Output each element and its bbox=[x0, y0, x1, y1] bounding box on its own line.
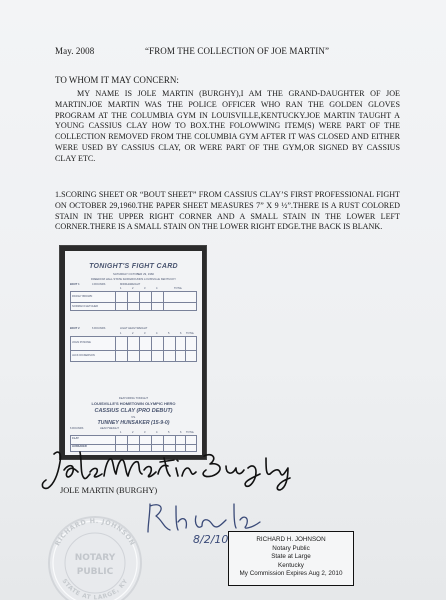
notary-title: Notary Public bbox=[272, 544, 310, 552]
seal-bottom-text: STATE AT LARGE, KY bbox=[60, 577, 130, 600]
fight-card-title: TONIGHT'S FIGHT CARD bbox=[89, 263, 178, 270]
notary-stamp bbox=[228, 531, 354, 586]
notary-date-handwritten: 8/2/10 bbox=[193, 533, 229, 546]
round-number: 4 bbox=[156, 431, 158, 434]
opponent-fighter: TUNNEY HUNSAKER (15-9-0) bbox=[97, 420, 170, 426]
round-number: 3 bbox=[144, 287, 146, 290]
bout-2-fighter-b: JACK DICKERSON bbox=[72, 354, 95, 357]
round-number: 1 bbox=[120, 431, 122, 434]
bout-1-fighter-b: NORMAN FLETCHER bbox=[72, 305, 98, 308]
bout-1-rounds: 4 ROUNDS bbox=[92, 283, 106, 286]
item-description-paragraph: 1.SCORING SHEET OR “BOUT SHEET” FROM CASSIUS CLAY’S FIRST PROFESSIONAL FIGHT ON OCTOBER 29,1960.THE PAPER SHEET MEASURES 7” X 9 ½”.THERE IS A RUST COLORED STAIN IN THE UPPER RIGHT CORNER AND A SMALL STAIN IN THE LOWER LEFT CORNER.THERE IS A SMALL STAIN ON THE LOWER RIGHT EDGE.THE BACK IS BLANK. bbox=[55, 190, 400, 232]
bout-2-weight: LIGHT HEAVYWEIGHT bbox=[120, 327, 148, 330]
fight-card-photo bbox=[59, 245, 207, 460]
signer-name: JOLE MARTIN (BURGHY) bbox=[60, 486, 158, 495]
main-bout-weight: HEAVYWEIGHT bbox=[100, 427, 119, 430]
round-number: 6 bbox=[180, 332, 182, 335]
notary-seal-emboss bbox=[40, 508, 150, 600]
total-label: TOTAL bbox=[186, 332, 195, 335]
fight-card-venue: FREEDOM HALL STATE FAIRGROUNDS LOUISVILLE KENTUCKY bbox=[90, 277, 177, 281]
versus-label: VS. bbox=[131, 415, 136, 419]
bout-2-scoregrid bbox=[70, 336, 197, 362]
round-number: 5 bbox=[168, 332, 170, 335]
round-number: 4 bbox=[156, 287, 158, 290]
bout-1-scoregrid bbox=[70, 291, 197, 311]
bout-1-weight: MIDDLEWEIGHT bbox=[120, 283, 141, 286]
notary-name: RICHARD H. JOHNSON bbox=[256, 536, 326, 543]
total-label: TOTAL bbox=[186, 431, 195, 434]
bout-2 bbox=[70, 327, 197, 367]
bout-2-rounds: 6 ROUNDS bbox=[92, 327, 106, 330]
round-number: 2 bbox=[132, 332, 134, 335]
total-label: TOTAL bbox=[174, 287, 183, 290]
featured-fighter: CASSIUS CLAY (PRO DEBUT) bbox=[94, 408, 173, 414]
notary-commission-expiry: My Commission Expires Aug 2, 2010 bbox=[239, 570, 343, 578]
featuring-tag: FEATURING TONIGHT bbox=[118, 396, 149, 400]
salutation: TO WHOM IT MAY CONCERN: bbox=[55, 75, 179, 85]
bout-1-label: BOUT 1 bbox=[70, 283, 80, 286]
collection-heading: “FROM THE COLLECTION OF JOE MARTIN” bbox=[145, 46, 330, 56]
provenance-paragraph: MY NAME IS JOLE MARTIN (BURGHY),I AM THE GRAND-DAUGHTER OF JOE MARTIN.JOE MARTIN WAS THE POLICE OFFICER WHO RAN THE GOLDEN GLOVES PROGRAM AT THE COLUMBIA GYM IN LOUISVILLE,KENTUCKY.JOE MARTIN TAUGHT A YOUNG CASSIUS CLAY HOW TO BOX.THE FOLOWWING ITEM(S) WERE PART OF THE COLLECTION REMOVED FROM THE COLUMBIA GYM AFTER IT WAS CLOSED AND EITHER WERE USED BY CASSIUS CLAY, OR WERE PART OF THE GYM,OR SIGNED BY CASSIUS CLAY ETC. bbox=[55, 89, 400, 163]
notary-state: Kentucky bbox=[278, 561, 304, 569]
round-number: 3 bbox=[144, 332, 146, 335]
round-number: 2 bbox=[132, 287, 134, 290]
round-number: 2 bbox=[132, 431, 134, 434]
letter-date: May. 2008 bbox=[55, 46, 95, 56]
round-number: 5 bbox=[168, 431, 170, 434]
round-number: 3 bbox=[144, 431, 146, 434]
bout-2-fighter-a: JOHN POSONE bbox=[72, 341, 91, 344]
fight-card-date: SATURDAY OCTOBER 29, 1960 bbox=[113, 272, 154, 276]
bout-1 bbox=[70, 283, 197, 313]
main-bout-fighter-a: CLAY bbox=[72, 437, 79, 440]
seal-center-top: NOTARY bbox=[74, 553, 116, 563]
seal-center-bottom: PUBLIC bbox=[76, 567, 114, 577]
seal-top-text: RICHARD H. JOHNSON bbox=[53, 516, 137, 548]
notary-jurisdiction: State at Large bbox=[271, 553, 311, 561]
main-bout-rounds: 6 ROUNDS bbox=[70, 427, 84, 430]
fight-card bbox=[65, 251, 202, 455]
bout-1-fighter-a: RICKEY BROWN bbox=[72, 295, 93, 298]
round-number: 4 bbox=[156, 332, 158, 335]
main-bout-fighter-b: HUNSAKER bbox=[72, 445, 87, 448]
round-number: 6 bbox=[180, 431, 182, 434]
hometown-hero-line: LOUISVILLE'S HOMETOWN OLYMPIC HERO bbox=[91, 401, 176, 406]
bout-2-label: BOUT 2 bbox=[70, 327, 80, 330]
round-number: 1 bbox=[120, 287, 122, 290]
round-number: 1 bbox=[120, 332, 122, 335]
